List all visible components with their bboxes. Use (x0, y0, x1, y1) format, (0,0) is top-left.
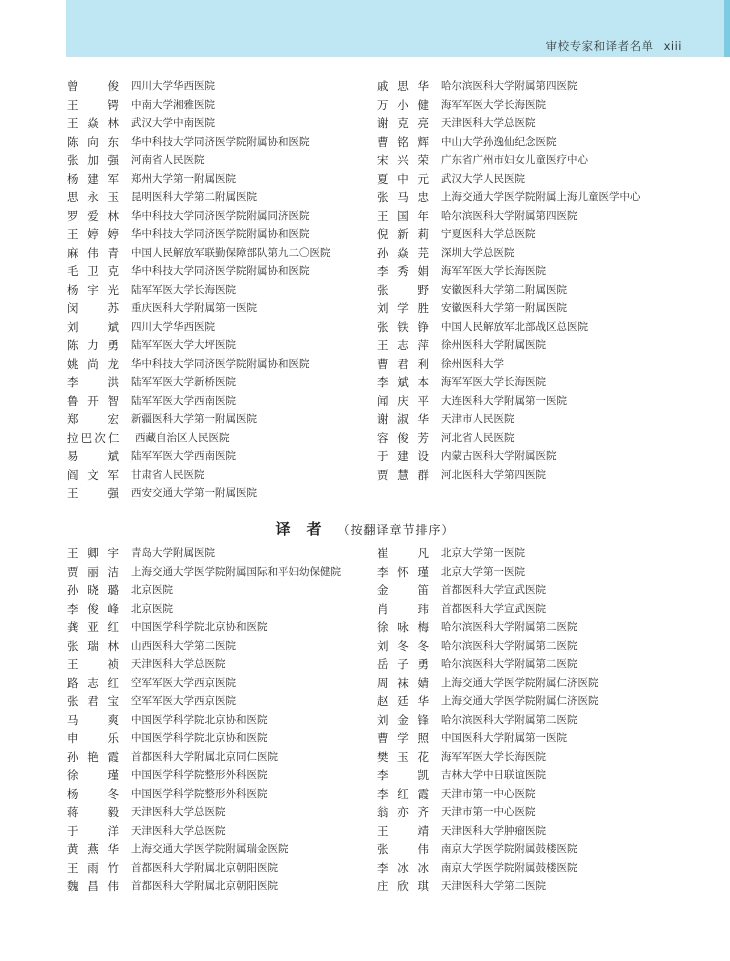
list-item (67, 877, 341, 896)
person-affiliation: 上海交通大学医学院附属瑞金医院 (131, 843, 289, 855)
list-item (67, 77, 331, 96)
person-affiliation: 中山大学孙逸仙纪念医院 (441, 135, 557, 148)
person-affiliation: 武汉大学人民医院 (441, 172, 525, 185)
person-affiliation: 天津医科大学总医院 (131, 824, 226, 837)
person-name: 曾 俊 (67, 79, 119, 93)
list-item (377, 785, 599, 804)
person-name: 鲁开智 (67, 393, 119, 408)
person-affiliation: 中国医科大学附属第一医院 (441, 732, 567, 744)
list-item (377, 618, 599, 637)
list-item (377, 563, 599, 582)
list-item (67, 859, 341, 878)
person-name: 容俊芳 (377, 430, 429, 445)
list-item (377, 544, 599, 563)
person-name: 张 伟 (377, 842, 429, 856)
list-item (67, 355, 331, 374)
person-affiliation: 华中科技大学同济医学院附属协和医院 (131, 265, 310, 277)
person-name: 毛卫克 (67, 264, 119, 278)
list-item (67, 484, 331, 503)
person-affiliation: 中国医学科学院北京协和医院 (131, 621, 268, 633)
list-item (67, 114, 331, 133)
list-item (377, 600, 599, 619)
person-affiliation: 北京大学第一医院 (441, 565, 525, 578)
list-item (377, 711, 599, 730)
list-item (67, 600, 341, 619)
list-item (377, 133, 641, 152)
list-item (377, 262, 641, 281)
list-item (377, 410, 641, 429)
person-name: 金 笛 (377, 583, 429, 597)
list-item (67, 581, 341, 600)
person-affiliation: 北京医院 (131, 602, 173, 615)
person-name: 张铁铮 (377, 319, 429, 334)
person-affiliation: 天津医科大学总医院 (131, 806, 226, 818)
list-item (67, 410, 331, 429)
person-name: 拉巴次仁 (67, 430, 119, 445)
list-item (377, 581, 599, 600)
person-affiliation: 陆军军医大学新桥医院 (131, 376, 236, 388)
list-item (67, 655, 341, 674)
person-affiliation: 首都医科大学宣武医院 (441, 584, 546, 596)
list-item (377, 466, 641, 485)
list-item (67, 392, 331, 411)
person-name: 张瑞林 (67, 638, 119, 653)
person-name: 于 洋 (67, 823, 119, 838)
person-affiliation: 哈尔滨医科大学附属第二医院 (441, 713, 578, 726)
person-affiliation: 南京大学医学院附属鼓楼医院 (441, 861, 578, 874)
list-item (67, 711, 341, 730)
person-name: 岳子勇 (377, 657, 429, 671)
person-name: 戚思华 (377, 79, 429, 93)
list-item (377, 355, 641, 374)
person-affiliation: 河北医科大学第四医院 (441, 468, 546, 481)
person-name: 谢淑华 (377, 412, 429, 426)
person-affiliation: 安徽医科大学第二附属医院 (441, 283, 567, 296)
person-name: 孙晓璐 (67, 583, 119, 597)
list-item (377, 373, 641, 392)
list-item (67, 729, 341, 748)
list-item (67, 544, 341, 563)
list-item (377, 674, 599, 693)
translators-heading-note: （按翻译章节排序） (337, 523, 455, 537)
person-affiliation: 河南省人民医院 (131, 154, 205, 166)
list-item (67, 207, 331, 226)
person-affiliation: 深圳大学总医院 (441, 246, 515, 259)
person-name: 郑 宏 (67, 412, 119, 426)
person-affiliation: 天津医科大学总医院 (441, 117, 536, 129)
person-name: 陈力勇 (67, 338, 119, 352)
person-name: 李秀娟 (377, 264, 429, 278)
person-affiliation: 空军军医大学西京医院 (131, 695, 236, 707)
person-name: 曹铭辉 (377, 134, 429, 149)
person-affiliation: 中国医学科学院北京协和医院 (131, 732, 268, 744)
person-affiliation: 首都医科大学附属北京同仁医院 (131, 750, 278, 763)
person-affiliation: 中国医学科学院整形外科医院 (131, 787, 268, 800)
list-item (377, 244, 641, 263)
person-affiliation: 上海交通大学医学院附属仁济医院 (441, 676, 599, 689)
person-name: 赵廷华 (377, 694, 429, 708)
person-affiliation: 首都医科大学附属北京朝阳医院 (131, 861, 278, 874)
person-affiliation: 上海交通大学医学院附属仁济医院 (441, 695, 599, 707)
person-name: 李冰冰 (377, 860, 429, 875)
person-name: 张马忠 (377, 190, 429, 204)
list-item (377, 392, 641, 411)
list-item (377, 877, 599, 896)
list-item (67, 447, 331, 466)
person-affiliation: 华中科技大学同济医学院附属协和医院 (131, 228, 310, 240)
person-name: 王卿宇 (67, 546, 119, 560)
person-affiliation: 哈尔滨医科大学附属第二医院 (441, 658, 578, 670)
person-affiliation: 天津市人民医院 (441, 413, 515, 425)
person-name: 黄燕华 (67, 842, 119, 856)
person-name: 曹学照 (377, 731, 429, 745)
person-affiliation: 空军军医大学西京医院 (131, 676, 236, 689)
person-name: 阎文军 (67, 467, 119, 482)
person-name: 李俊峰 (67, 601, 119, 616)
person-name: 刘金锋 (377, 712, 429, 727)
person-name: 李红霞 (377, 786, 429, 801)
list-item (377, 822, 599, 841)
translators-heading: 译者 (275, 520, 338, 538)
person-name: 崔 凡 (377, 546, 429, 560)
person-affiliation: 海军军医大学长海医院 (441, 98, 546, 111)
person-affiliation: 中国医学科学院整形外科医院 (131, 769, 268, 781)
person-name: 贾慧群 (377, 467, 429, 482)
person-affiliation: 郑州大学第一附属医院 (131, 172, 236, 185)
person-name: 杨 冬 (67, 786, 119, 801)
person-name: 王 锷 (67, 97, 119, 112)
person-affiliation: 徐州医科大学 (441, 357, 504, 370)
person-name: 万小健 (377, 97, 429, 112)
person-name: 倪新莉 (377, 227, 429, 241)
person-affiliation: 上海交通大学医学院附属国际和平妇幼保健院 (131, 565, 341, 578)
person-affiliation: 徐州医科大学附属医院 (441, 339, 546, 351)
person-name: 周袜婧 (377, 675, 429, 690)
person-name: 翁亦齐 (377, 805, 429, 819)
person-name: 闻庆平 (377, 393, 429, 408)
list-item (67, 373, 331, 392)
person-name: 谢克亮 (377, 116, 429, 130)
person-affiliation: 北京医院 (131, 584, 173, 596)
list-item (377, 729, 599, 748)
list-item (377, 655, 599, 674)
list-item (377, 336, 641, 355)
person-name: 张君宝 (67, 694, 119, 708)
list-item (377, 225, 641, 244)
list-item (377, 77, 641, 96)
person-name: 李 洪 (67, 375, 119, 389)
person-name: 李斌本 (377, 375, 429, 389)
list-item (377, 299, 641, 318)
person-name: 张 野 (377, 282, 429, 297)
person-affiliation: 首都医科大学附属北京朝阳医院 (131, 880, 278, 892)
list-item (67, 96, 331, 115)
person-name: 于建设 (377, 449, 429, 463)
list-item (67, 674, 341, 693)
person-affiliation: 青岛大学附属医院 (131, 547, 215, 559)
person-name: 闵 苏 (67, 301, 119, 315)
person-affiliation: 中国人民解放军北部战区总医院 (441, 320, 588, 333)
list-item (377, 281, 641, 300)
translators-section-title (0, 518, 730, 539)
list-item (67, 151, 331, 170)
list-item (67, 225, 331, 244)
person-name: 麻伟青 (67, 245, 119, 260)
list-item (67, 692, 341, 711)
person-affiliation: 天津市第一中心医院 (441, 806, 536, 818)
list-item (377, 803, 599, 822)
person-affiliation: 河北省人民医院 (441, 431, 515, 444)
person-name: 路志红 (67, 675, 119, 690)
person-name: 刘学胜 (377, 301, 429, 315)
person-affiliation: 哈尔滨医科大学附属第四医院 (441, 209, 578, 222)
person-affiliation: 陆军军医大学长海医院 (131, 283, 236, 296)
person-affiliation: 南京大学医学院附属鼓楼医院 (441, 843, 578, 855)
list-item (377, 766, 599, 785)
person-name: 庄欣琪 (377, 879, 429, 893)
person-name: 王 靖 (377, 823, 429, 838)
list-item (377, 840, 599, 859)
person-name: 刘 斌 (67, 319, 119, 334)
list-item (67, 281, 331, 300)
person-name: 姚尚龙 (67, 356, 119, 371)
person-affiliation: 中国医学科学院北京协和医院 (131, 713, 268, 726)
person-affiliation: 大连医科大学附属第一医院 (441, 394, 567, 407)
person-name: 王雨竹 (67, 860, 119, 875)
person-affiliation: 陆军军医大学大坪医院 (131, 339, 236, 351)
list-item (377, 114, 641, 133)
person-affiliation: 吉林大学中日联谊医院 (441, 769, 546, 781)
person-affiliation: 上海交通大学医学院附属上海儿童医学中心 (441, 191, 641, 203)
list-item (67, 466, 331, 485)
list-item (377, 859, 599, 878)
person-affiliation: 天津医科大学肿瘤医院 (441, 824, 546, 837)
person-affiliation: 西安交通大学第一附属医院 (131, 487, 257, 499)
person-name: 杨宇光 (67, 282, 119, 297)
person-name: 陈向东 (67, 134, 119, 149)
person-affiliation: 四川大学华西医院 (131, 80, 215, 92)
person-affiliation: 华中科技大学同济医学院附属同济医院 (131, 209, 310, 222)
list-item (67, 785, 341, 804)
person-name: 罗爱林 (67, 208, 119, 223)
person-affiliation: 哈尔滨医科大学附属第二医院 (441, 639, 578, 652)
person-name: 王焱林 (67, 116, 119, 130)
page-number: xiii (663, 39, 682, 53)
person-affiliation: 广东省广州市妇女儿童医疗中心 (441, 154, 588, 166)
list-item (67, 188, 331, 207)
person-name: 宋兴荣 (377, 153, 429, 167)
list-item (67, 170, 331, 189)
list-item (67, 299, 331, 318)
person-affiliation: 天津医科大学第二医院 (441, 880, 546, 892)
person-name: 蒋 毅 (67, 805, 119, 819)
person-affiliation: 北京大学第一医院 (441, 547, 525, 559)
person-affiliation: 华中科技大学同济医学院附属协和医院 (131, 135, 310, 148)
person-affiliation: 重庆医科大学附属第一医院 (131, 302, 257, 314)
person-name: 张加强 (67, 153, 119, 167)
person-name: 王 强 (67, 486, 119, 500)
person-affiliation: 昆明医科大学第二附属医院 (131, 191, 257, 203)
person-name: 刘冬冬 (377, 638, 429, 653)
person-name: 王婷婷 (67, 227, 119, 241)
person-name: 王国年 (377, 208, 429, 223)
list-item (67, 637, 341, 656)
list-item (67, 429, 331, 448)
person-name: 李怀瑾 (377, 564, 429, 579)
person-affiliation: 哈尔滨医科大学附属第二医院 (441, 621, 578, 633)
person-name: 夏中元 (377, 171, 429, 186)
translators-list-right (377, 544, 599, 896)
person-affiliation: 山西医科大学第二医院 (131, 639, 236, 652)
list-item (377, 96, 641, 115)
list-item (67, 318, 331, 337)
person-name: 龚亚红 (67, 620, 119, 634)
list-item (67, 336, 331, 355)
list-item (377, 151, 641, 170)
list-item (377, 637, 599, 656)
person-name: 王 祯 (67, 657, 119, 671)
person-affiliation: 武汉大学中南医院 (131, 117, 215, 129)
list-item (377, 447, 641, 466)
person-affiliation: 海军军医大学长海医院 (441, 265, 546, 277)
running-header (546, 38, 682, 54)
person-name: 贾丽洁 (67, 564, 119, 579)
person-name: 孙焱芫 (377, 245, 429, 260)
list-item (377, 748, 599, 767)
person-affiliation: 海军军医大学长海医院 (441, 376, 546, 388)
person-affiliation: 哈尔滨医科大学附属第四医院 (441, 80, 578, 92)
person-affiliation: 陆军军医大学西南医院 (131, 394, 236, 407)
person-name: 徐咏梅 (377, 620, 429, 634)
person-affiliation: 内蒙古医科大学附属医院 (441, 450, 557, 462)
reviewers-list-left (67, 77, 331, 503)
person-name: 马 爽 (67, 712, 119, 727)
person-name: 思永玉 (67, 190, 119, 204)
list-item (67, 822, 341, 841)
list-item (67, 618, 341, 637)
translators-list-left (67, 544, 341, 896)
person-name: 孙艳霞 (67, 749, 119, 764)
person-name: 魏昌伟 (67, 879, 119, 893)
person-name: 李 凯 (377, 768, 429, 782)
person-affiliation: 陆军军医大学西南医院 (131, 450, 236, 462)
list-item (67, 563, 341, 582)
person-affiliation: 华中科技大学同济医学院附属协和医院 (131, 357, 310, 370)
person-name: 王志萍 (377, 338, 429, 352)
person-affiliation: 海军军医大学长海医院 (441, 750, 546, 763)
list-item (67, 748, 341, 767)
list-item (377, 318, 641, 337)
list-item (67, 244, 331, 263)
reviewers-list-right (377, 77, 641, 484)
list-item (377, 170, 641, 189)
header-edge-accent (724, 0, 730, 57)
person-name: 肖 玮 (377, 601, 429, 616)
list-item (67, 803, 341, 822)
person-affiliation: 中国人民解放军联勤保障部队第九二〇医院 (131, 246, 331, 259)
person-affiliation: 中南大学湘雅医院 (131, 98, 215, 111)
person-affiliation: 新疆医科大学第一附属医院 (131, 413, 257, 425)
list-item (67, 766, 341, 785)
person-name: 樊玉花 (377, 749, 429, 764)
person-affiliation: 天津医科大学总医院 (131, 658, 226, 670)
person-affiliation: 甘肃省人民医院 (131, 468, 205, 481)
person-name: 曹君利 (377, 356, 429, 371)
person-name: 徐 瑾 (67, 768, 119, 782)
person-affiliation: 宁夏医科大学总医院 (441, 228, 536, 240)
list-item (377, 188, 641, 207)
person-affiliation: 天津市第一中心医院 (441, 787, 536, 800)
person-affiliation: 首都医科大学宣武医院 (441, 602, 546, 615)
list-item (377, 429, 641, 448)
list-item (67, 133, 331, 152)
person-name: 杨建军 (67, 171, 119, 186)
list-item (377, 692, 599, 711)
list-item (67, 840, 341, 859)
header-title: 审校专家和译者名单 (545, 39, 654, 53)
person-affiliation: 四川大学华西医院 (131, 320, 215, 333)
person-name: 申 乐 (67, 731, 119, 745)
list-item (377, 207, 641, 226)
person-affiliation: 安徽医科大学第一附属医院 (441, 302, 567, 314)
person-affiliation: 西藏自治区人民医院 (135, 431, 230, 444)
list-item (67, 262, 331, 281)
person-name: 易 斌 (67, 449, 119, 463)
